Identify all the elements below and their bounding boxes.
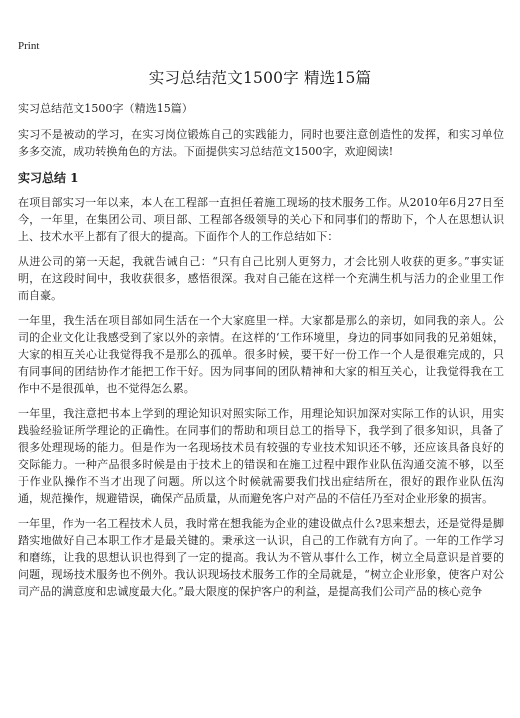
page-title: 实习总结范文1500字 精选15篇 <box>148 69 372 87</box>
intro-paragraph: 实习不是被动的学习，在实习岗位锻炼自己的实践能力，同时也要注意创造性的发挥，和实习单位多多交流，成功转换角色的方法。下面提供实习总结范文1500字，欢迎阅读! <box>18 128 504 158</box>
print-link[interactable]: Print <box>18 40 40 52</box>
body-paragraph-4: 一年里，我注意把书本上学到的理论知识对照实际工作，用理论知识加深对实际工作的认识，用实践验经验证所学理论的正确性。在同事们的帮助和项目总工的指导下，我学到了很多知识，具备了很多处理现场的能力。但是作为一名现场技术员有较强的专业技术知识还不够，还应该具备良好的交际能力。一种产品很多时候是由于技术上的错误和在施工过程中跟作业队伍沟通交流不够，以至于作业队操作不当才出现了问题。所以这个时候就需要我们找出症结所在，很好的跟作业队伍沟通，规范操作，规避错误，确保产品质量，从而避免客户对产品的不信任乃至对企业形象的损害。 <box>18 407 504 505</box>
body-paragraph-2: 从进公司的第一天起，我就告诫自己：“只有自己比别人更努力，才会比别人收获的更多。”事实证明，在这段时间中，我收获很多，感悟很深。我对自己能在这样一个充满生机与活力的企业里工作而自豪。 <box>18 255 504 302</box>
body-paragraph-1: 在项目部实习一年以来，本人在工程部一直担任着施工现场的技术服务工作。从2010年6月27日至今，一年里，在集团公司、项目部、工程部各级领导的关心下和同事们的帮助下，个人在思想认识上、技术水平上都有了很大的提高。下面作个人的工作总结如下： <box>18 196 504 243</box>
document-subtitle: 实习总结范文1500字（精选15篇） <box>18 102 193 115</box>
body-paragraph-3: 一年里，我生活在项目部如同生活在一个大家庭里一样。大家都是那么的亲切，如同我的亲人。公司的企业文化让我感受到了家以外的亲情。在这样的‘工作环境里，身边的同事如同我的兄弟姐妹，大家的相互关心让我觉得我不是那么的孤单。很多时候，要干好一份工作一个人是很难完成的，只有同事间的团结协作才能把工作干好。因为同事间的团队精神和大家的相互关心，让我觉得我在工作中不是很孤单，也不觉得怎么累。 <box>18 314 504 395</box>
section-heading: 实习总结 1 <box>18 171 79 185</box>
document-body <box>18 100 504 608</box>
body-paragraph-5: 一年里，作为一名工程技术人员，我时常在想我能为企业的建设做点什么?思来想去，还是觉得是脚踏实地做好自己本职工作才是最关键的。秉承这一认识，自己的工作就有方向了。一年的工作学习和磨练，让我的思想认识也得到了一定的提高。我认为不管从事什么工作，树立全局意识是首要的问题，现场技术服务也不例外。我认识现场技术服务工作的全局就是，“树立企业形象，使客户对公司产品的满意度和忠诚度最大化。”最大限度的保护客户的利益，是提高我们公司产品的核心竞争 <box>18 517 504 598</box>
